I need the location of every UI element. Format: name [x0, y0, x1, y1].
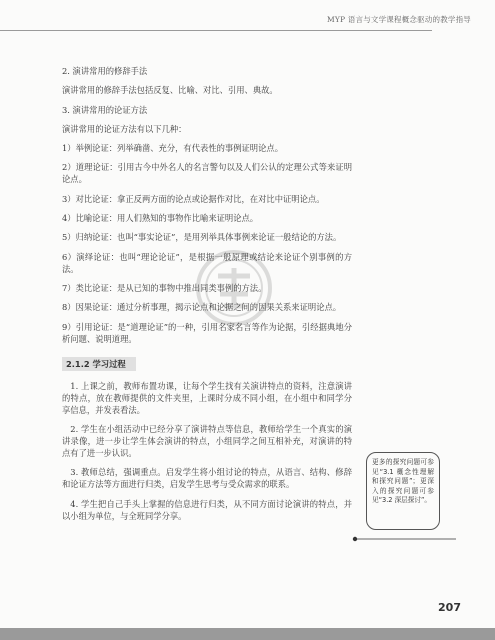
- argument-item-8: 8）因果论证：通过分析事理，揭示论点和论据之间的因果关系来证明论点。: [62, 302, 342, 313]
- sidebar-note-text: 更多的探究问题可参见“3.1 概念性理解和探究问题”；更深入的探究问题可参见“3.2 深层探讨”。: [372, 458, 434, 505]
- main-content: [62, 65, 352, 529]
- subheading-argument: 3. 演讲常用的论证方法: [62, 104, 148, 115]
- argument-item-9: 9）引用论证：是“道理论证”的一种，引用名家名言等作为论据，引经据典地分析问题、说明道理。: [62, 321, 352, 344]
- argument-intro: 演讲常用的论证方法有以下几种：: [62, 123, 187, 134]
- process-paragraph-4: 4. 学生把自己手头上掌握的信息进行归类，从不同方面讨论演讲的特点，并以小组为单位，与全班同学分享。: [62, 498, 352, 521]
- argument-item-2: 2）道理论证：引用古今中外名人的名言警句以及人们公认的定理公式等来证明论点。: [62, 162, 352, 185]
- argument-item-1: 1）举例论证：列举确凿、充分，有代表性的事例证明论点。: [62, 143, 283, 154]
- note-leader-line: [352, 536, 456, 542]
- section-title: 2.1.2 学习过程: [62, 357, 136, 371]
- page-number: 207: [438, 601, 461, 614]
- subheading-rhetoric: 2. 演讲常用的修辞手法: [62, 66, 148, 76]
- argument-item-7: 7）类比论证：是从已知的事物中推出同类事例的方法。: [62, 282, 267, 293]
- header-rule: [0, 30, 432, 31]
- sidebar-note-box: [366, 452, 440, 530]
- argument-item-3: 3）对比论证：拿正反两方面的论点或论据作对比，在对比中证明论点。: [62, 193, 325, 204]
- footer-bar: [0, 628, 495, 640]
- argument-item-6: 6）演绎论证：也叫“理论论证”，是根据一般原理或结论来论证个别事例的方法。: [62, 251, 352, 274]
- running-header: MYP 语言与文学课程概念驱动的教学指导: [326, 15, 471, 24]
- argument-item-5: 5）归纳论证：也叫“事实论证”，是用列举具体事例来论证一般结论的方法。: [62, 232, 342, 243]
- process-paragraph-1: 1. 上课之前，教师布置功课，让每个学生找有关演讲特点的资料，注意演讲的特点，放在教师提供的文件夹里，上课时分成不同小组，在小组中和同学分享信息，并发表看法。: [62, 380, 352, 415]
- process-paragraph-3: 3. 教师总结，强调重点。启发学生将小组讨论的特点，从语言、结构、修辞和论证方法等方面进行归类，启发学生思考与受众需求的联系。: [62, 467, 352, 490]
- argument-item-4: 4）比喻论证：用人们熟知的事物作比喻来证明论点。: [62, 213, 259, 224]
- rhetoric-text: 演讲常用的修辞手法包括反复、比喻、对比、引用、典故。: [62, 85, 278, 96]
- process-paragraph-2: 2. 学生在小组活动中已经分享了演讲特点等信息，教师给学生一个真实的演讲录像，进一步让学生体会演讲的特点，小组同学之间互相补充，对演讲的特点有了进一步认识。: [62, 424, 352, 459]
